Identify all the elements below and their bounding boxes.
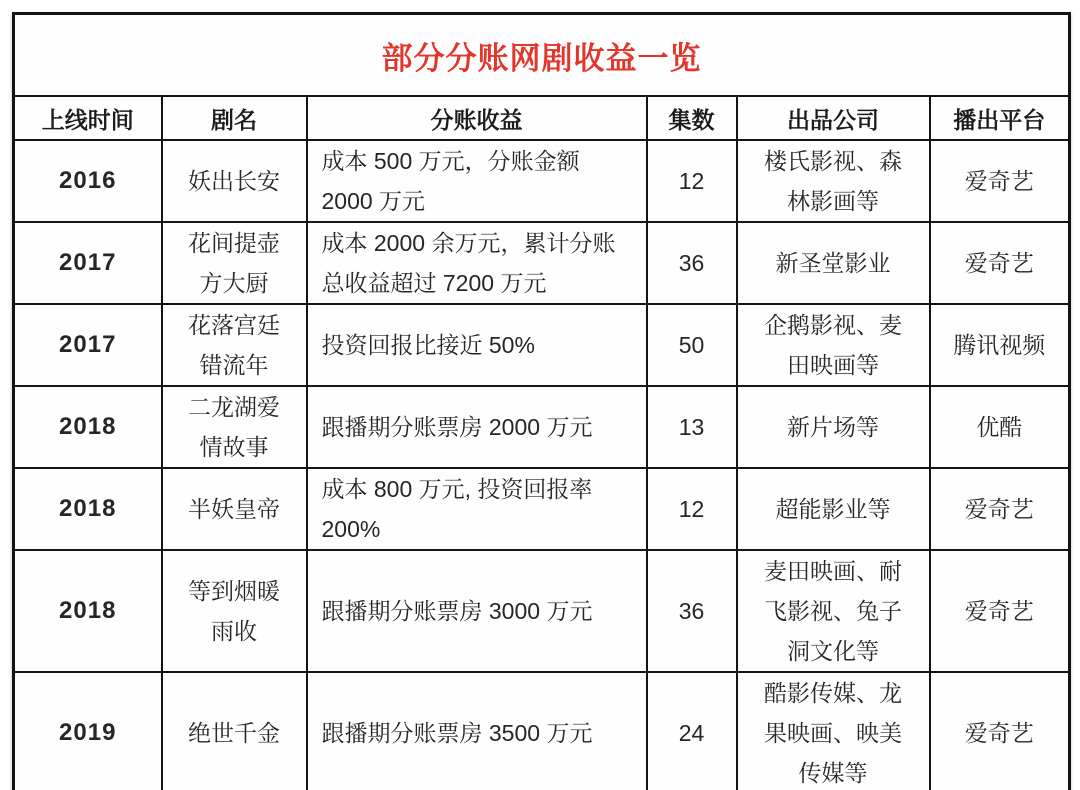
cell-production-company: 新片场等 [737,386,930,468]
cell-revenue: 成本 500 万元，分账金额 2000 万元 [307,140,647,222]
cell-platform: 爱奇艺 [930,140,1070,222]
cell-platform: 爱奇艺 [930,468,1070,550]
cell-drama-name: 等到烟暖雨收 [162,550,307,672]
cell-revenue: 成本 2000 余万元，累计分账总收益超过 7200 万元 [307,222,647,304]
title-row [14,14,1070,97]
cell-episodes: 50 [647,304,737,386]
cell-production-company: 企鹅影视、麦田映画等 [737,304,930,386]
cell-episodes: 36 [647,550,737,672]
cell-revenue: 跟播期分账票房 3500 万元 [307,672,647,790]
cell-launch-date: 2018 [14,550,162,672]
cell-drama-name: 妖出长安 [162,140,307,222]
cell-revenue: 投资回报比接近 50% [307,304,647,386]
cell-platform: 爱奇艺 [930,222,1070,304]
cell-launch-date: 2016 [14,140,162,222]
header-cell-platform: 播出平台 [930,96,1070,140]
cell-launch-date: 2017 [14,222,162,304]
cell-launch-date: 2018 [14,468,162,550]
cell-production-company: 楼氏影视、森林影画等 [737,140,930,222]
page-title: 部分分账网剧收益一览 [14,14,1070,97]
cell-production-company: 酷影传媒、龙果映画、映美传媒等 [737,672,930,790]
cell-platform: 爱奇艺 [930,672,1070,790]
cell-episodes: 12 [647,140,737,222]
table-row [14,550,1070,672]
cell-platform: 优酷 [930,386,1070,468]
cell-drama-name: 花间提壶方大厨 [162,222,307,304]
web-drama-revenue-table [12,12,1071,790]
header-cell-drama-name: 剧名 [162,96,307,140]
cell-episodes: 24 [647,672,737,790]
header-cell-production-company: 出品公司 [737,96,930,140]
cell-platform: 腾讯视频 [930,304,1070,386]
header-cell-episodes: 集数 [647,96,737,140]
cell-episodes: 13 [647,386,737,468]
table-row [14,222,1070,304]
cell-drama-name: 二龙湖爱情故事 [162,386,307,468]
cell-episodes: 36 [647,222,737,304]
cell-drama-name: 半妖皇帝 [162,468,307,550]
cell-episodes: 12 [647,468,737,550]
cell-platform: 爱奇艺 [930,550,1070,672]
cell-drama-name: 绝世千金 [162,672,307,790]
cell-production-company: 超能影业等 [737,468,930,550]
cell-production-company: 麦田映画、耐飞影视、兔子洞文化等 [737,550,930,672]
cell-launch-date: 2019 [14,672,162,790]
table-row [14,468,1070,550]
cell-revenue: 跟播期分账票房 3000 万元 [307,550,647,672]
table-row [14,386,1070,468]
cell-launch-date: 2017 [14,304,162,386]
header-row [14,96,1070,140]
cell-revenue: 跟播期分账票房 2000 万元 [307,386,647,468]
table-row [14,140,1070,222]
cell-drama-name: 花落宫廷错流年 [162,304,307,386]
table-row [14,672,1070,790]
cell-revenue: 成本 800 万元, 投资回报率 200% [307,468,647,550]
table-row [14,304,1070,386]
cell-production-company: 新圣堂影业 [737,222,930,304]
header-cell-launch-date: 上线时间 [14,96,162,140]
cell-launch-date: 2018 [14,386,162,468]
header-cell-revenue: 分账收益 [307,96,647,140]
